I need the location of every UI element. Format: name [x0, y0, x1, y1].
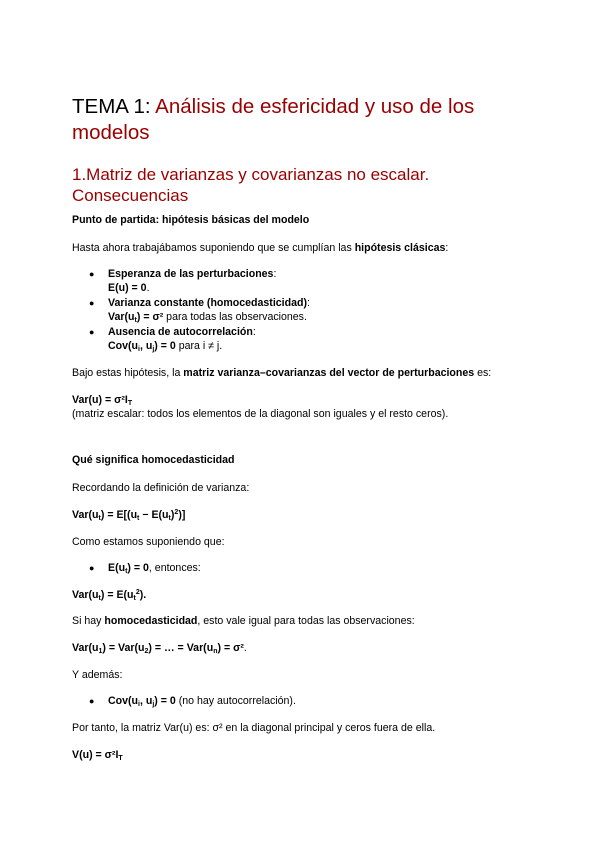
hypothesis-3-formula [108, 339, 222, 353]
ve-c: ) = … = Var(u [148, 642, 214, 654]
hypothesis-3-title-text: Ausencia de autocorrelación [108, 326, 253, 338]
recall-text: Recordando la definición de varianza: [72, 482, 250, 494]
hypothesis-2-formula [108, 310, 307, 324]
ms-bold: matriz varianza–covarianzas del vector de perturbaciones [183, 367, 475, 379]
var-u-a: Var(u) = σ²I [72, 394, 128, 406]
hs-bold: homocedasticidad [104, 615, 198, 627]
vr-s1: t [98, 595, 101, 602]
var-u-sub: T [127, 400, 133, 407]
f2b: ) = σ² [136, 311, 164, 323]
eb-b: ) = 0 [127, 562, 149, 574]
hypothesis-1-formula-rest: . [146, 282, 150, 294]
vr-b: ) = E(u [100, 589, 134, 601]
vd-b: ) = E[(u [100, 509, 138, 521]
bullet-dot: ● [89, 298, 95, 308]
cb-c: ) = 0 [154, 695, 176, 707]
vd-c: − E(u [139, 509, 169, 521]
cb-rest: (no hay autocorrelación). [175, 695, 296, 707]
f2-sub: t [134, 317, 137, 324]
hypothesis-2-title-text: Varianza constante (homocedasticidad) [108, 297, 307, 309]
homoced-heading: Qué significa homocedasticidad [72, 454, 235, 466]
starting-point-heading: Punto de partida: hipótesis básicas del modelo [72, 214, 310, 226]
title-prefix: TEMA 1: [72, 95, 156, 118]
page-title-line-1 [72, 93, 474, 120]
hypothesis-1-formula-bold: E(u) = 0 [108, 282, 147, 294]
cb-s1: i [138, 701, 140, 708]
matrix-note: (matriz escalar: todos los elementos de la diagonal son iguales y el resto ceros). [72, 408, 449, 420]
vd-d: ) [170, 509, 175, 521]
hypothesis-3-title [108, 325, 256, 339]
ve-s3: n [213, 648, 218, 655]
f3-sub-b: j [152, 346, 155, 353]
hs-end: , esto vale igual para todas las observaciones: [197, 615, 415, 627]
intro-paragraph [72, 241, 448, 255]
hypothesis-3-title-end: : [252, 326, 256, 338]
variance-definition [72, 508, 185, 522]
hypothesis-1-formula [108, 281, 150, 295]
vu-a: V(u) = σ²I [72, 749, 119, 761]
f3-sub-a: i [138, 346, 140, 353]
f3-rest: para i ≠ j. [175, 340, 223, 352]
vr-sup: 2 [135, 589, 140, 596]
vd-s1: t [98, 515, 101, 522]
ve-b: ) = Var(u [102, 642, 145, 654]
hs-text: Si hay [72, 615, 105, 627]
vd-sup: 2 [174, 509, 179, 516]
ms-end: es: [474, 367, 492, 379]
eb-a: E(u [108, 562, 126, 574]
intro-end: : [445, 242, 449, 254]
cb-a: Cov(u [108, 695, 139, 707]
v-u-formula [72, 748, 123, 762]
matrix-sentence [72, 366, 491, 380]
title-accent: Análisis de esfericidad y uso de los [155, 95, 475, 118]
vd-s3: t [168, 515, 171, 522]
variance-result [72, 588, 146, 602]
ve-end: . [243, 642, 247, 654]
hypothesis-2-title [108, 296, 310, 310]
page-title-line-2: modelos [72, 121, 150, 144]
bullet-dot: ● [89, 563, 95, 573]
bullet-dot: ● [89, 327, 95, 337]
ve-a: Var(u [72, 642, 99, 654]
vr-s2: t [133, 595, 136, 602]
bullet-dot: ● [89, 269, 95, 279]
vr-c: ). [139, 589, 147, 601]
f3a: Cov(u [108, 340, 139, 352]
homoced-sentence [72, 614, 415, 628]
por-tanto-text: Por tanto, la matriz Var(u) es: σ² en la diagonal principal y ceros fuera de ella. [72, 722, 436, 734]
y-ademas-text: Y además: [72, 669, 123, 681]
covariance-bullet [108, 694, 296, 708]
vd-e: )] [178, 509, 186, 521]
como-text: Como estamos suponiendo que: [72, 536, 225, 548]
ve-s1: 1 [98, 648, 103, 655]
eb-rest: , entonces: [148, 562, 201, 574]
variance-equality [72, 641, 247, 655]
hypothesis-1-title [108, 267, 276, 281]
bullet-dot: ● [89, 696, 95, 706]
cb-s2: j [152, 701, 155, 708]
vd-s2: t [137, 515, 140, 522]
ve-s2: 2 [144, 648, 149, 655]
cb-b: , u [139, 695, 153, 707]
ms-text: Bajo estas hipótesis, la [72, 367, 184, 379]
ve-d: ) = σ² [217, 642, 244, 654]
expectation-bullet [108, 561, 201, 575]
hypothesis-1-title-end: : [273, 268, 277, 280]
f2-rest: para todas las observaciones. [163, 311, 307, 323]
f3c: ) = 0 [154, 340, 176, 352]
hypothesis-2-title-end: : [306, 297, 310, 309]
eb-sub: t [125, 568, 128, 575]
vr-a: Var(u [72, 589, 99, 601]
f2a: Var(u [108, 311, 135, 323]
var-u-formula [72, 393, 132, 407]
section-heading-line-1: 1.Matriz de varianzas y covarianzas no escalar. [72, 165, 430, 184]
f3b: , u [139, 340, 153, 352]
vd-a: Var(u [72, 509, 99, 521]
section-heading-line-2: Consecuencias [72, 186, 189, 205]
vu-sub: T [118, 755, 123, 762]
intro-bold: hipótesis clásicas [354, 242, 446, 254]
hypothesis-1-title-text: Esperanza de las perturbaciones [108, 268, 274, 280]
intro-text: Hasta ahora trabajábamos suponiendo que se cumplían las [72, 242, 355, 254]
